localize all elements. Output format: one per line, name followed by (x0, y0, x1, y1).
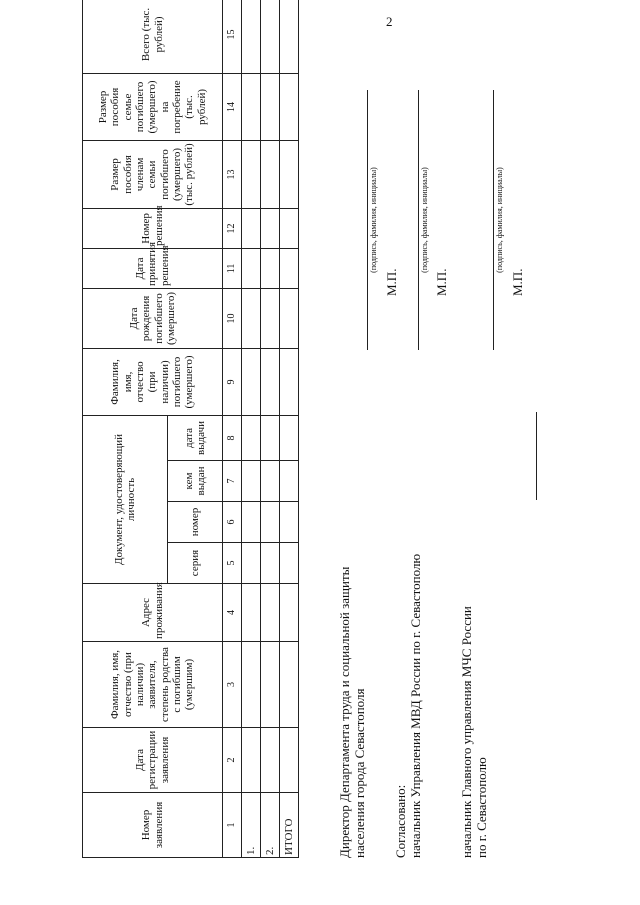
table-cell (242, 728, 261, 793)
column-number: 10 (223, 288, 242, 348)
header-registration-date: Дата регистрации заявления (83, 728, 223, 793)
mchs-signature-block (460, 606, 490, 858)
table-cell (261, 415, 280, 460)
mvd-signature-caption: (подпись, фамилия, инициалы) (420, 167, 429, 273)
table-row-total (280, 0, 299, 858)
table-cell (242, 502, 261, 543)
agreed-label: Согласовано: (393, 784, 408, 858)
mchs-head-title-line1: начальник Главного управления МЧС России (459, 606, 474, 858)
header-identity-document: Документ, удостоверяющий личность (83, 415, 168, 583)
rotated-sheet (82, 7, 558, 858)
table-cell (280, 728, 299, 793)
table-cell (280, 288, 299, 348)
header-issued-by: кем выдан (168, 461, 223, 502)
column-number-row (223, 0, 242, 858)
mchs-head-title-line2: по г. Севастополю (473, 757, 489, 858)
header-application-number: Номер заявления (83, 793, 223, 858)
mchs-signature-line (493, 90, 494, 350)
column-number: 13 (223, 140, 242, 208)
header-decision-date: Дата принятия решения (83, 248, 223, 288)
table-cell (261, 728, 280, 793)
header-family-member-benefit: Размер пособия членам семьи погибшего (умершего) (тыс. рублей) (83, 140, 223, 208)
table-cell (261, 208, 280, 248)
table-cell (280, 208, 299, 248)
table-cell (242, 642, 261, 728)
column-number: 12 (223, 208, 242, 248)
header-issue-date: дата выдачи (168, 415, 223, 460)
header-burial-benefit: Размер пособия семье погибшего (умершего) на погребение (тыс. рублей) (83, 73, 223, 140)
column-number: 14 (223, 73, 242, 140)
row-label-total: ИТОГО (280, 793, 299, 858)
header-row (83, 0, 168, 858)
page-number: 2 (386, 14, 393, 29)
table-cell (261, 584, 280, 642)
table-cell (261, 543, 280, 584)
table-cell (261, 461, 280, 502)
column-number: 11 (223, 248, 242, 288)
mvd-signature-line (418, 90, 419, 350)
director-signature-caption: (подпись, фамилия, инициалы) (369, 167, 378, 273)
table-row (242, 0, 261, 858)
column-number: 8 (223, 415, 242, 460)
table-cell (242, 584, 261, 642)
table-cell (242, 140, 261, 208)
column-number: 3 (223, 642, 242, 728)
mchs-stamp: М.П. (510, 268, 525, 296)
divider-line (536, 412, 537, 500)
mvd-stamp: М.П. (434, 268, 449, 296)
table-cell (280, 73, 299, 140)
table-cell (261, 348, 280, 415)
director-signature-line (367, 90, 368, 350)
table-cell (242, 0, 261, 73)
header-total: Всего (тыс. рублей) (83, 0, 223, 73)
table-cell (261, 288, 280, 348)
row-label: 1. (242, 793, 261, 858)
table-cell (242, 73, 261, 140)
table-cell (261, 642, 280, 728)
table-cell (242, 348, 261, 415)
mvd-signature-block (394, 554, 424, 858)
table-cell (261, 0, 280, 73)
table-cell (261, 502, 280, 543)
table-cell (261, 248, 280, 288)
table-cell (280, 348, 299, 415)
table-cell (280, 642, 299, 728)
table-cell (242, 415, 261, 460)
table-cell (261, 140, 280, 208)
column-number: 1 (223, 793, 242, 858)
director-stamp: М.П. (384, 268, 399, 296)
header-applicant-name: Фамилия, имя, отчество (при наличии) заявителя, степень родства с погибшим (умершим) (83, 642, 223, 728)
table-cell (242, 248, 261, 288)
header-deceased-birth-date: Дата рождения погибшего (умершего) (83, 288, 223, 348)
mchs-signature-caption: (подпись, фамилия, инициалы) (495, 167, 504, 273)
director-title-line1: Директор Департамента труда и социальной защиты (337, 566, 352, 858)
table-cell (280, 0, 299, 73)
table-cell (280, 248, 299, 288)
header-decision-number: Номер решения (83, 208, 223, 248)
header-number: номер (168, 502, 223, 543)
column-number: 4 (223, 584, 242, 642)
table-cell (242, 543, 261, 584)
column-number: 7 (223, 461, 242, 502)
table-cell (261, 73, 280, 140)
header-deceased-name: Фамилия, имя, отчество (при наличии) погибшего (умершего) (83, 348, 223, 415)
table-cell (242, 461, 261, 502)
column-number: 15 (223, 0, 242, 73)
table-cell (242, 208, 261, 248)
director-signature-block (338, 567, 368, 858)
column-number: 2 (223, 728, 242, 793)
applications-table (82, 0, 299, 858)
column-number: 9 (223, 348, 242, 415)
header-residence-address: Адрес проживания (83, 584, 223, 642)
table-cell (280, 461, 299, 502)
table-cell (280, 502, 299, 543)
table-row (261, 0, 280, 858)
table-cell (242, 288, 261, 348)
mvd-head-title: начальник Управления МВД России по г. Севастополю (407, 553, 423, 858)
row-label: 2. (261, 793, 280, 858)
table-cell (280, 140, 299, 208)
table-cell (280, 543, 299, 584)
table-cell (280, 415, 299, 460)
header-series: серия (168, 543, 223, 584)
column-number: 5 (223, 543, 242, 584)
column-number: 6 (223, 502, 242, 543)
table-cell (280, 584, 299, 642)
director-title-line2: населения города Севастополя (351, 688, 367, 858)
